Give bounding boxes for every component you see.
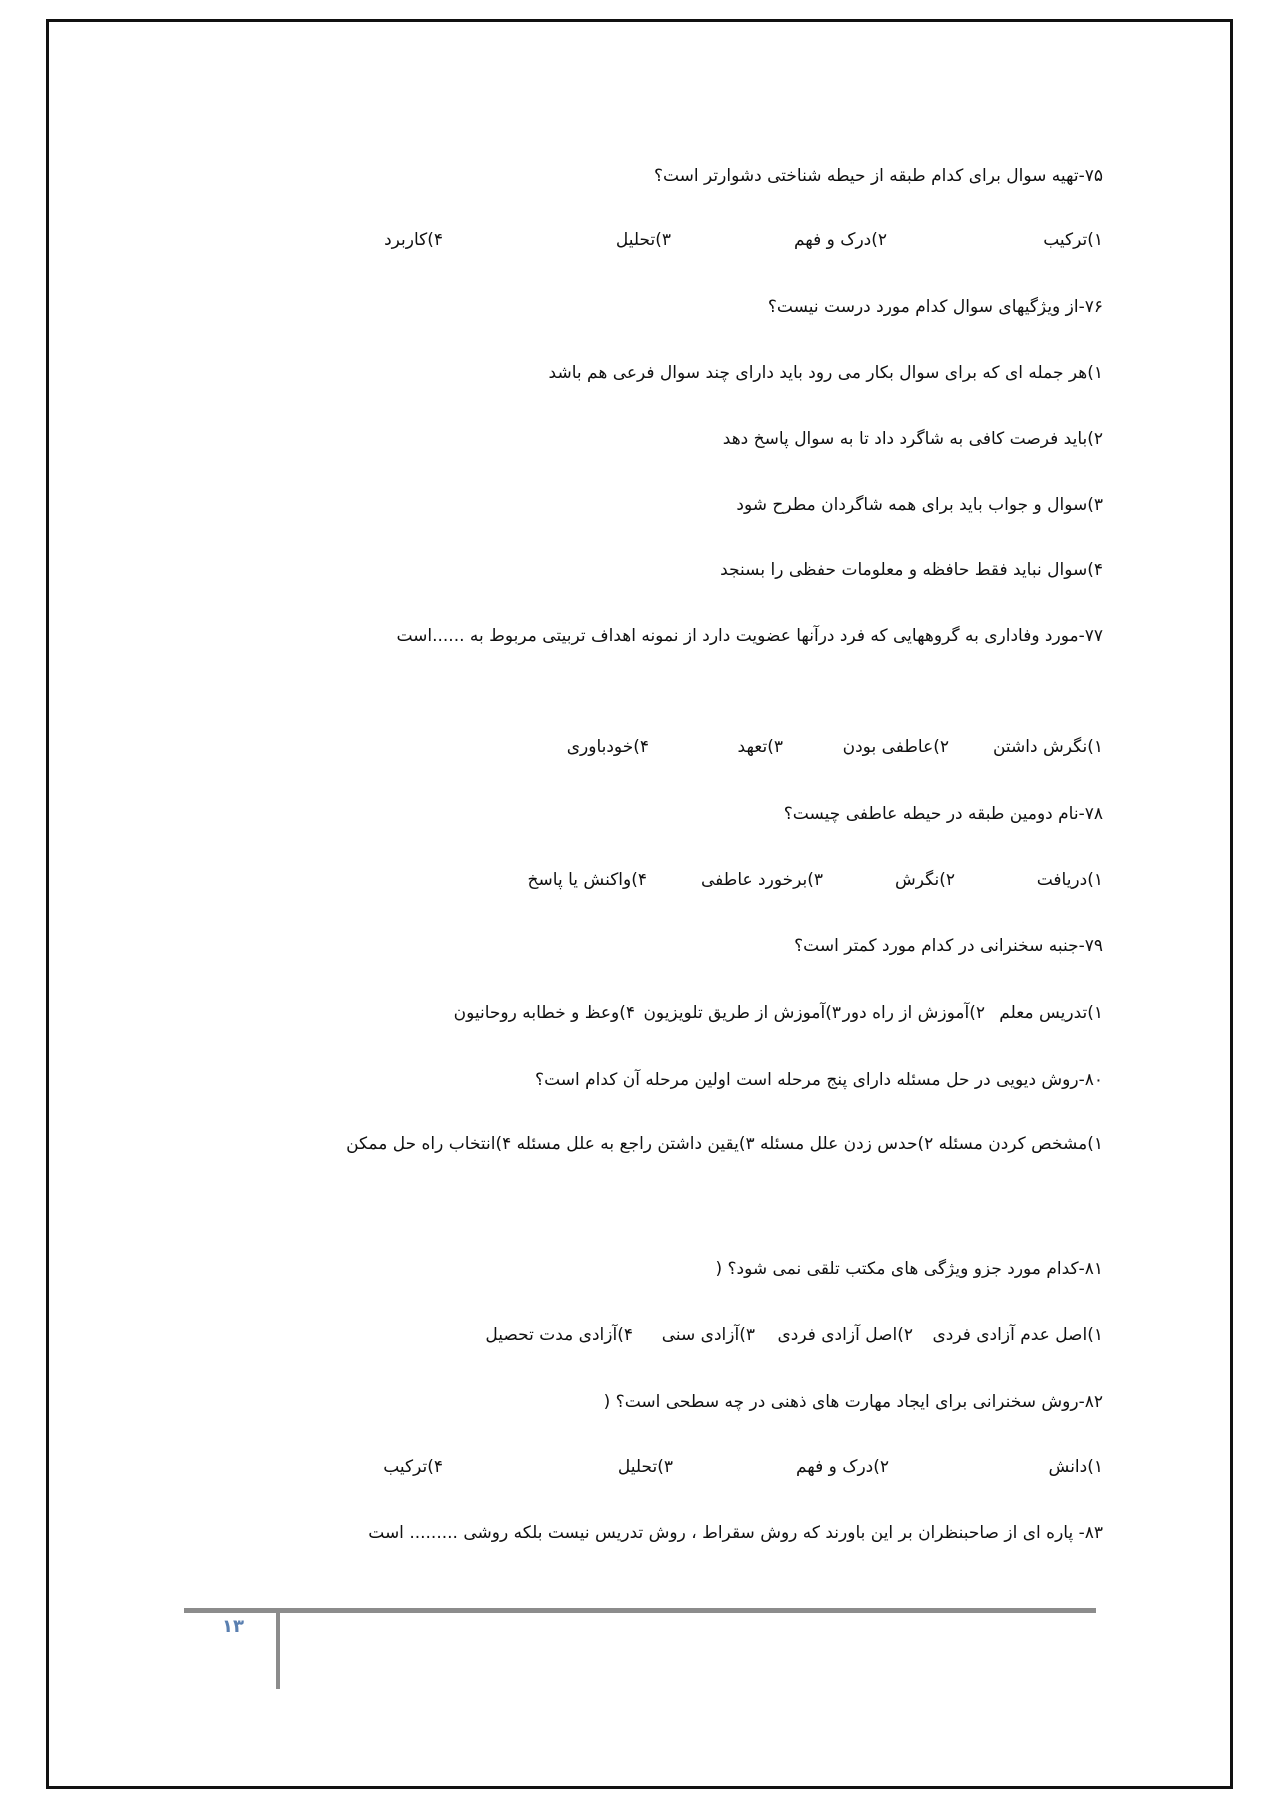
- question-83: ۸۳- پاره ای از صاحبنظران بر این باورند که روش سقراط ، روش تدریس نیست بلکه روشی ......... است: [368, 1523, 1103, 1543]
- option-2: ۲)درک و فهم: [793, 230, 887, 250]
- question-76-option-3: ۳)سوال و جواب باید برای همه شاگردان مطرح شود: [736, 495, 1103, 515]
- page-number: ۱۳: [222, 1616, 244, 1637]
- option-2: ۲)عاطفی بودن: [842, 737, 949, 757]
- question-82-options: [200, 1454, 1103, 1480]
- question-82: ۸۲-روش سخنرانی برای ایجاد مهارت های ذهنی در چه سطحی است؟ (: [603, 1392, 1103, 1412]
- question-75-options: [200, 227, 1103, 253]
- question-78: ۷۸-نام دومین طبقه در حیطه عاطفی چیست؟: [783, 804, 1103, 824]
- question-81: ۸۱-کدام مورد جزو ویژگی های مکتب تلقی نمی شود؟ (: [715, 1259, 1103, 1279]
- question-76: ۷۶-از ویژگیهای سوال کدام مورد درست نیست؟: [767, 297, 1103, 317]
- question-77: ۷۷-مورد وفاداری به گروههایی که فرد درآنها عضویت دارد از نمونه اهداف تربیتی مربوط به ......است: [396, 626, 1103, 646]
- option-4: ۴)خودباوری: [566, 737, 649, 757]
- question-79: ۷۹-جنبه سخنرانی در کدام مورد کمتر است؟: [794, 936, 1103, 956]
- option-3: ۳)آموزش از طریق تلویزیون: [643, 1003, 841, 1023]
- option-2: ۲)آموزش از راه دور: [842, 1003, 985, 1023]
- option-1: ۱)ترکیب: [1043, 230, 1103, 250]
- option-4: ۴)وعظ و خطابه روحانیون: [453, 1003, 635, 1023]
- question-79-options: [200, 1000, 1103, 1026]
- option-3: ۳)تعهد: [737, 737, 783, 757]
- question-75: ۷۵-تهیه سوال برای کدام طبقه از حیطه شناختی دشوارتر است؟: [653, 166, 1103, 186]
- question-81-options: [200, 1322, 1103, 1348]
- option-2: ۲)اصل آزادی فردی: [777, 1325, 913, 1345]
- option-3: ۳)آزادی سنی: [661, 1325, 755, 1345]
- option-4: ۴)آزادی مدت تحصیل: [485, 1325, 633, 1345]
- question-80-options: ۱)مشخص کردن مسئله ۲)حدس زدن علل مسئله ۳)یقین داشتن راجع به علل مسئله ۴)انتخاب راه حل ممکن: [346, 1134, 1103, 1154]
- option-3: ۳)برخورد عاطفی: [701, 870, 823, 890]
- option-3: ۳)تحلیل: [617, 1457, 673, 1477]
- question-78-options: [200, 867, 1103, 893]
- question-76-option-4: ۴)سوال نباید فقط حافظه و معلومات حفظی را بسنجد: [720, 560, 1103, 580]
- question-76-option-2: ۲)باید فرصت کافی به شاگرد داد تا به سوال پاسخ دهد: [722, 429, 1103, 449]
- option-4: ۴)واکنش یا پاسخ: [527, 870, 647, 890]
- option-1: ۱)تدریس معلم: [999, 1003, 1103, 1023]
- option-3: ۳)تحلیل: [615, 230, 671, 250]
- footer-rule: [184, 1608, 1096, 1613]
- option-1: ۱)اصل عدم آزادی فردی: [932, 1325, 1103, 1345]
- option-4: ۴)کاربرد: [384, 230, 443, 250]
- question-76-option-1: ۱)هر جمله ای که برای سوال بکار می رود باید دارای چند سوال فرعی هم باشد: [548, 363, 1103, 383]
- footer-divider: [276, 1608, 280, 1689]
- question-77-options: [200, 734, 1103, 760]
- option-1: ۱)نگرش داشتن: [992, 737, 1103, 757]
- option-1: ۱)دریافت: [1036, 870, 1103, 890]
- option-1: ۱)دانش: [1048, 1457, 1103, 1477]
- option-4: ۴)ترکیب: [383, 1457, 443, 1477]
- option-2: ۲)درک و فهم: [795, 1457, 889, 1477]
- question-80: ۸۰-روش دیویی در حل مسئله دارای پنج مرحله است اولین مرحله آن کدام است؟: [535, 1070, 1103, 1090]
- option-2: ۲)نگرش: [894, 870, 955, 890]
